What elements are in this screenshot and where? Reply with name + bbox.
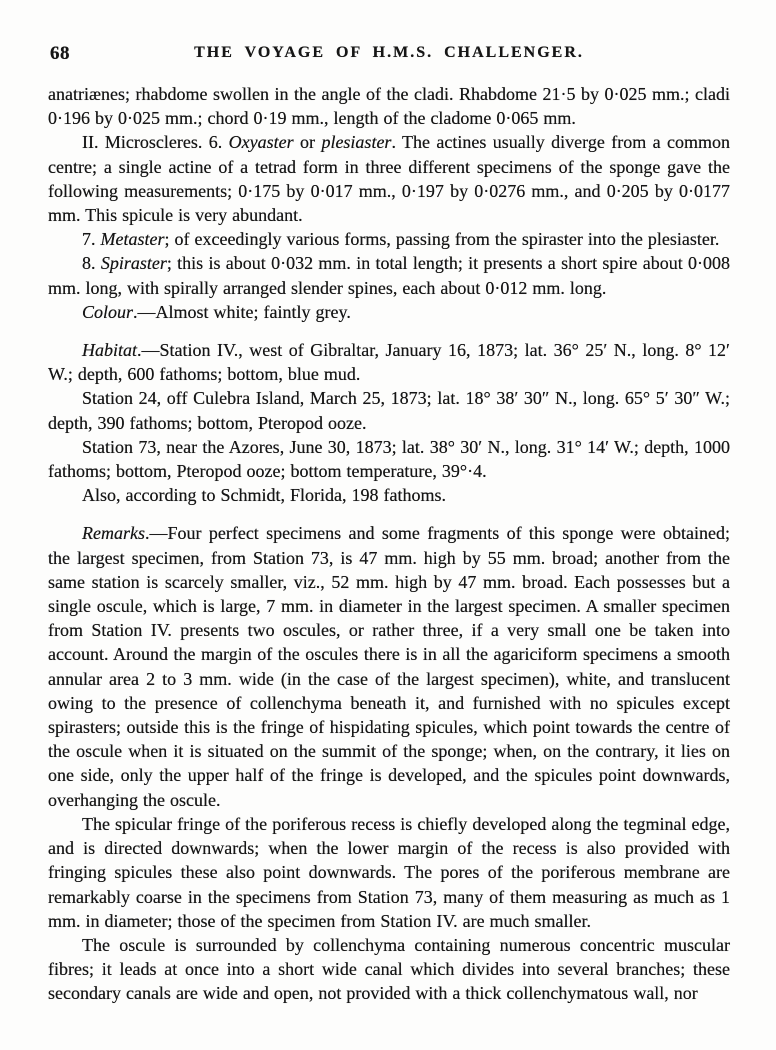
text-run: Also, according to Schmidt, Florida, 198 fathoms.: [82, 485, 446, 506]
text-run: . The actines usually diverge from a common centre; a single actine of a tetrad form in three different specimens of the sponge gave the following measurements; 0·175 by 0·017 mm., 0·197 by 0·0276 mm., and 0·205 by 0·0177 mm. This spicule is very abundant.: [48, 132, 730, 226]
text-run: Station 73, near the Azores, June 30, 1873; lat. 38° 30′ N., long. 31° 14′ W.; depth, 1000 fathoms; bottom, Pteropod ooze; bottom temperature, 39°·4.: [48, 436, 730, 482]
text-run: .—Four perfect specimens and some fragments of this sponge were obtained; the largest specimen, from Station 73, is 47 mm. high by 55 mm. broad; another from the same station is scarcely smaller, viz., 52 mm. high by 47 mm. broad. Each possesses but a single oscule, which is large, 7 mm. in diameter in the largest specimen. A smaller specimen from Station IV. presents two oscules, or rather three, if a very small one be taken into account. Around the margin of the oscules there is in all the agariciform specimens a smooth annular area 2 to 3 mm. wide (in the case of the largest specimen), white, and translucent owing to the presence of collenchyma beneath it, and furnished with no spicules except spirasters; outside this is the fringe of hispidating spicules, which point towards the centre of the oscule when it is situated on the summit of the sponge; when, on the contrary, it lies on one side, only the upper half of the fringe is developed, and the spicules point downwards, overhanging the oscule.: [48, 523, 730, 810]
page-header: [48, 42, 730, 66]
text-run: 7.: [82, 229, 101, 250]
paragraph: [48, 386, 730, 434]
paragraph: [48, 300, 730, 324]
text-run: Station 24, off Culebra Island, March 25, 1873; lat. 18° 38′ 30″ N., long. 65° 5′ 30″ W.; depth, 390 fathoms; bottom, Pteropod ooze.: [48, 388, 730, 433]
paragraph: [48, 338, 730, 386]
text-run: ; this is about 0·032 mm. in total length; it presents a short spire about 0·008 mm. long, with spirally arranged slender spines, each about 0·012 mm. long.: [48, 253, 731, 298]
paragraph: [48, 435, 730, 483]
italic-text-run: Remarks: [82, 523, 145, 544]
paragraph: [48, 521, 730, 811]
page-number: 68: [50, 43, 70, 64]
text-run: 8.: [82, 253, 101, 274]
italic-text-run: Habitat: [82, 340, 138, 361]
text-run: II. Microscleres. 6.: [82, 132, 229, 153]
paragraph: [48, 82, 730, 130]
paragraph: [48, 251, 730, 299]
paragraph: [48, 227, 730, 251]
italic-text-run: plesiaster: [321, 132, 392, 153]
text-run: The spicular fringe of the poriferous recess is chiefly developed along the tegminal edge, and is directed downwards; when the lower margin of the recess is also provided with fringing spicules these also point downwards. The pores of the poriferous membrane are remarkably coarse in the specimens from Station 73, many of them measuring as much as 1 mm. in diameter; those of the specimen from Station IV. are much smaller.: [48, 813, 730, 931]
page-body: [48, 82, 730, 1006]
text-run: ; of exceedingly various forms, passing from the spiraster into the plesiaster.: [164, 229, 720, 250]
paragraph: [48, 933, 730, 1006]
text-run: .—Almost white; faintly grey.: [133, 301, 351, 322]
italic-text-run: Spiraster: [100, 253, 167, 274]
paragraph: [48, 812, 730, 933]
italic-text-run: Colour: [82, 301, 134, 322]
running-title: THE VOYAGE OF H.M.S. CHALLENGER.: [194, 44, 584, 61]
text-run: .—Station IV., west of Gibraltar, January 16, 1873; lat. 36° 25′ N., long. 8° 12′ W.; depth, 600 fathoms; bottom, blue mud.: [48, 340, 730, 385]
text-run: anatriænes; rhabdome swollen in the angle of the cladi. Rhabdome 21·5 by 0·025 mm.; cladi 0·196 by 0·025 mm.; chord 0·19 mm., length of the cladome 0·065 mm.: [48, 84, 730, 129]
italic-text-run: Metaster: [100, 229, 165, 250]
text-run: The oscule is surrounded by collenchyma containing numerous concentric muscular fibres; it leads at once into a short wide canal which divides into several branches; these secondary canals are wide and open, not provided with a thick collenchymatous wall, nor: [48, 934, 730, 1004]
paragraph: [48, 130, 730, 227]
text-run: or: [293, 132, 322, 153]
italic-text-run: Oxyaster: [228, 132, 294, 153]
paragraph: [48, 483, 730, 507]
